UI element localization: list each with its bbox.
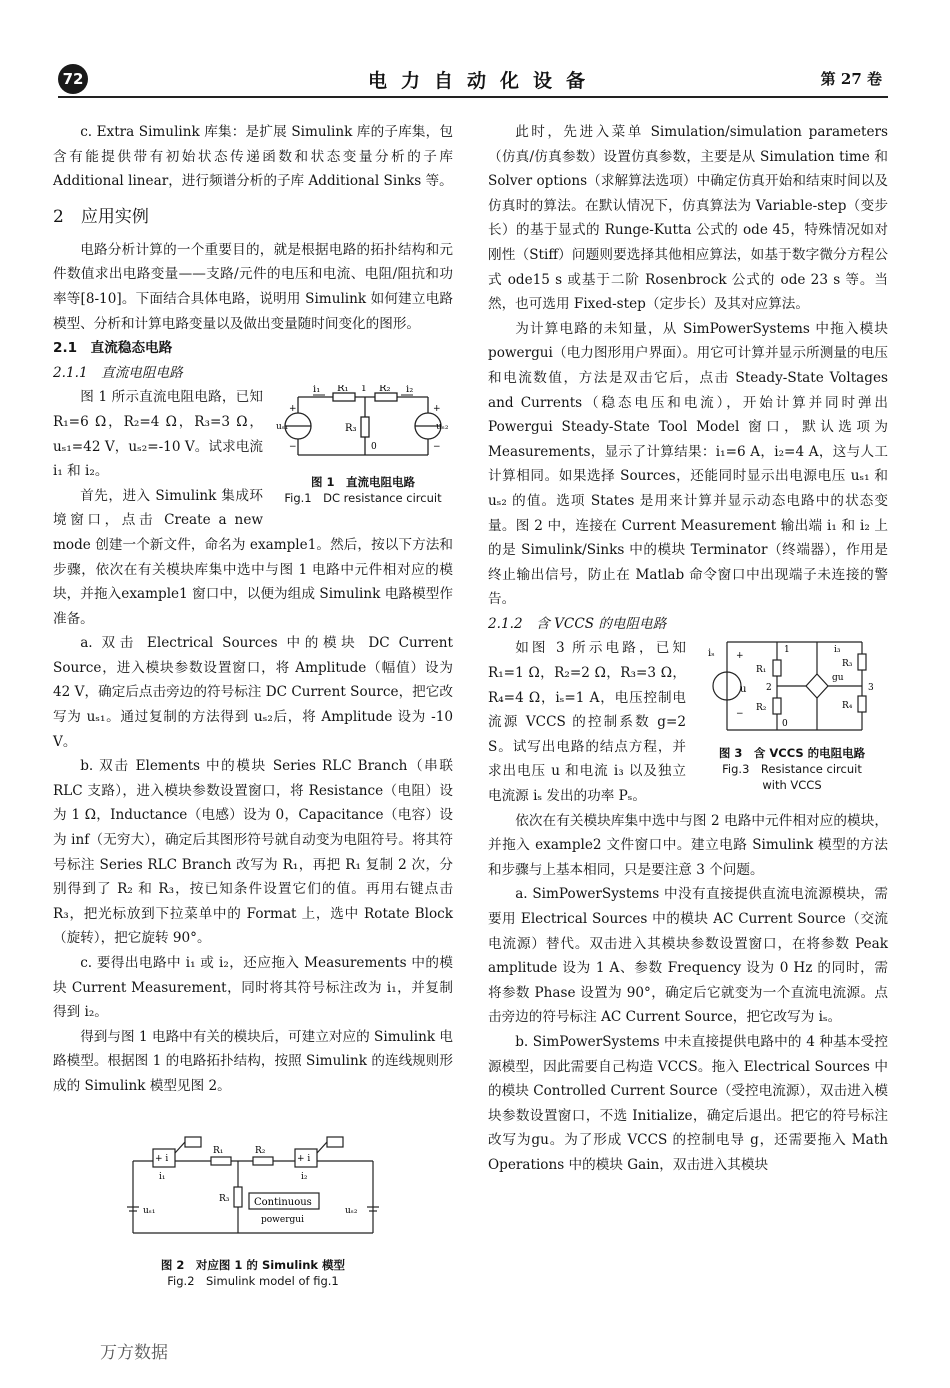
figure-2 <box>53 1129 453 1290</box>
section-2-1-2-heading: 2.1.2 含 VCCS 的电阻电路 <box>488 615 667 632</box>
fig3-r1-label: R₁ <box>756 665 767 676</box>
fig3-node2-label: 2 <box>766 683 772 694</box>
fig1-r1-label: R₁ <box>337 385 349 395</box>
fig3-plus: + <box>736 651 744 662</box>
fig1-r2-label: R₂ <box>379 385 391 395</box>
fig2-meas1-label: + i <box>155 1153 169 1164</box>
fig3-node1-label: 1 <box>784 645 790 656</box>
paragraph-rb: b. SimPowerSystems 中未直接提供电路中的 4 种基本受控源模型，因此需要自己构造 VCCS。拖入 Electrical Sources 中的模块 Controlled Current Source（受控电流源），双击进入模块参数设置窗口，不选 Initialize，确定后退出。把它的符号标注改写为gu。为了形成 VCCS 的控制电导 g，还需要拖入 Math Operations 中的模块 Gain，双击进入其模块 <box>488 1033 888 1173</box>
paragraph-model: 得到与图 1 电路中有关的模块后，可建立对应的 Simulink 电路模型。根据图 1 的电路拓扑结构，按照 Simulink 的连线规则形成的 Simulink 模型见图 2。 <box>53 1028 453 1094</box>
fig2-us2-label: uₛ₂ <box>345 1205 358 1216</box>
paragraph-c2: c. 要得出电路中 i₁ 或 i₂，还应拖入 Measurements 中的模块 Current Measurement，同时将其符号标注改为 i₁，并复制得到 i₂。 <box>53 955 453 1021</box>
fig3-node3-label: 3 <box>868 683 874 694</box>
figure-3-circuit <box>702 636 882 736</box>
watermark: 万方数据 <box>100 1343 168 1363</box>
fig3-node0-label: 0 <box>782 719 788 730</box>
figure-1-caption-cn: 图 1 直流电阻电路 <box>310 474 415 489</box>
fig1-i1-label: i₁ <box>313 385 321 396</box>
fig3-r2-label: R₂ <box>756 703 767 714</box>
figure-1 <box>273 385 453 506</box>
fig2-meas2-label: + i <box>297 1153 311 1164</box>
figure-2-simulink-model <box>123 1129 383 1249</box>
fig1-plus-left: + <box>289 404 297 415</box>
fig2-r2-label: R₂ <box>255 1145 266 1156</box>
fig2-r3-label: R₃ <box>219 1193 230 1204</box>
left-column <box>53 120 453 1289</box>
journal-name: 电力自动化设备 <box>368 70 600 92</box>
volume-label: 第 27 卷 <box>820 70 882 88</box>
figure-3-caption-cn: 图 3 含 VCCS 的电阻电路 <box>718 746 866 761</box>
fig1-minus-left: − <box>289 442 297 453</box>
section-2-heading: 2 应用实例 <box>53 206 149 227</box>
fig3-r4-label: R₄ <box>842 701 853 712</box>
fig1-us1-label: uₛ₁ <box>276 422 289 433</box>
fig3-u-label: u <box>740 684 747 696</box>
fig3-r3-label: R₃ <box>842 659 853 670</box>
fig3-i3-label: i₃ <box>834 645 841 656</box>
paragraph-sim: 此时，先进入菜单 Simulation/simulation parameters（仿真/仿真参数）设置仿真参数，主要是从 Simulation time 和 Solver options（求解算法选项）中确定仿真开始和结束时间以及仿真时的算法。在默认情况下，仿真算法为 Variable-step（变步长）的基于显式的 Runge-Kutta 公式的 ode 45，特殊情况如对刚性（Stiff）问题则要选择其他相应算法，如基于数字微分方程公式 ode15 s 或基于二阶 Rosenbrock 公式的 ode 23 s 等。当然，也可选用 Fixed-step（定步长）及其对应算法。 <box>488 124 888 313</box>
page-header <box>58 62 888 98</box>
paragraph-fig1: 图 1 所示直流电阻电路，已知 R₁=6 Ω，R₂=4 Ω，R₃=3 Ω，uₛ₁=42 V，uₛ₂=-10 V。试求电流 i₁ 和 i₂。 <box>53 389 263 480</box>
fig2-r1-label: R₁ <box>213 1145 224 1156</box>
figure-3-caption-en-2: with VCCS <box>762 778 822 793</box>
figure-3-caption-en-1: Fig.3 Resistance circuit <box>722 762 862 777</box>
fig2-i2-label: i₂ <box>301 1171 308 1182</box>
paragraph-steps: 依次在有关模块库集中选中与图 2 电路中元件相对应的模块，并拖入 example2 文件窗口中。建立电路 Simulink 模型的方法和步骤与上基本相同，只是要注意 3 个问题。 <box>488 812 888 878</box>
figure-2-caption-en: Fig.2 Simulink model of fig.1 <box>167 1274 339 1289</box>
paragraph-intro: 电路分析计算的一个重要目的，就是根据电路的拓扑结构和元件数值求出电路变量——支路/元件的电压和电流、电阻/阻抗和功率等[8-10]。下面结合具体电路，说明用 Simulink 如何建立电路模型、分析和计算电路变量以及做出变量随时间变化的图形。 <box>53 241 453 332</box>
fig2-powergui-label: powergui <box>261 1214 304 1225</box>
section-2-1-1-heading: 2.1.1 直流电阻电路 <box>53 364 183 381</box>
paragraph-first: 首先，进入 Simulink 集成环境窗口，点击 Create a new mode 创建一个新文件，命名为 example1。然后，按以下方法和步骤，依次在有关模块库集中选中与图 1 电路中元件相对应的模块，并拖入example1 窗口中，以便为组成 Simulink 电路模型作准备。 <box>53 487 453 627</box>
section-2-1-heading: 2.1 直流稳态电路 <box>53 340 173 357</box>
figure-2-caption-cn: 图 2 对应图 1 的 Simulink 模型 <box>160 1258 346 1273</box>
fig1-plus-right: + <box>433 404 441 415</box>
fig2-us1-label: uₛ₁ <box>143 1205 156 1216</box>
right-column <box>488 120 888 1178</box>
paragraph-c: c. Extra Simulink 库集：是扩展 Simulink 库的子库集，包含有能提供带有初始状态传递函数和状态变量分析的子库 Additional linear，进行频谱分析的子库 Additional Sinks 等。 <box>53 124 453 190</box>
fig1-node0-label: 0 <box>371 442 377 453</box>
paragraph-fig3: 如图 3 所示电路，已知 R₁=1 Ω，R₂=2 Ω，R₃=3 Ω，R₄=4 Ω，iₛ=1 A，电压控制电流源 VCCS 的控制系数 g=2 S。试写出电路的结点方程，并求出电压 u 和电流 i₃ 以及独立电流源 iₛ 发出的功率 Pₛ。 <box>488 640 686 805</box>
figure-1-caption-en: Fig.1 DC resistance circuit <box>284 490 442 505</box>
fig2-i1-label: i₁ <box>159 1171 166 1182</box>
fig3-minus: − <box>736 709 744 720</box>
fig2-powergui-box: Continuous <box>254 1196 312 1208</box>
fig1-minus-right: − <box>433 442 441 453</box>
paragraph-ra: a. SimPowerSystems 中没有直接提供直流电流源模块，需要用 Electrical Sources 中的模块 AC Current Source（交流电流源）替代。双击进入其模块参数设置窗口，在将参数 Peak amplitude 设为 1 A、参数 Frequency 设为 0 Hz 的同时，需将参数 Phase 设置为 90°，确定后它就变为一个直流电流源。点击旁边的符号标注 AC Current Source，把它改写为 iₛ。 <box>488 886 888 1026</box>
fig1-us2-label: uₛ₂ <box>436 422 449 433</box>
fig1-r3-label: R₃ <box>345 423 357 435</box>
fig1-node1-label: 1 <box>361 385 367 395</box>
fig3-gu-label: gu <box>832 673 844 684</box>
fig1-i2-label: i₂ <box>406 385 414 396</box>
figure-1-circuit <box>273 385 453 465</box>
figure-3 <box>696 636 888 793</box>
fig3-is-label: iₛ <box>708 648 715 660</box>
paragraph-b: b. 双击 Elements 中的模块 Series RLC Branch（串联 RLC 支路），进入模块参数设置窗口，将 Resistance（电阻）设为 1 Ω，Inductance（电感）设为 0，Capacitance（电容）设为 inf（无穷大），确定后其图形符号就自动变为电阻符号。将其符号标注 Series RLC Branch 改写为 R₁，再把 R₁ 复制 2 次，分别得到了 R₂ 和 R₃，按已知条件设置它们的值。再用右键点击 R₃，把光标放到下拉菜单中的 Format 上，选中 Rotate Block（旋转），把它旋转 90°。 <box>53 758 453 947</box>
paragraph-a: a. 双击 Electrical Sources 中的模块 DC Current Source，进入模块参数设置窗口，将 Amplitude（幅值）设为 42 V，确定后点击旁边的符号标注 DC Current Source，把它改写为 uₛ₁。通过复制的方法得到 uₛ₂后，将 Amplitude 设为 -10 V。 <box>53 635 453 750</box>
page-number: 72 <box>58 64 88 94</box>
paragraph-powergui: 为计算电路的未知量，从 SimPowerSystems 中拖入模块 powergui（电力图形用户界面）。用它可计算并显示所测量的电压和电流数值，方法是双击它后，点击 Steady-State Voltages and Currents（稳态电压和电流），开始计算并同时弹出 Powergui Steady-State Tool Model 窗口，默认选项为 Measurements，显示了计算结果：i₁=6 A，i₂=4 A，这与人工计算相同。如果选择 Sources，还能同时显示出电源电压 uₛ₁ 和 uₛ₂ 的值。选项 States 是用来计算并显示动态电路中的状态变量。图 2 中，连接在 Current Measurement 输出端 i₁ 和 i₂ 上的是 Simulink/Sinks 中的模块 Terminator（终端器），作用是终止输出信号，防止在 Matlab 命令窗口中出现端子未连接的警告。 <box>488 320 888 608</box>
